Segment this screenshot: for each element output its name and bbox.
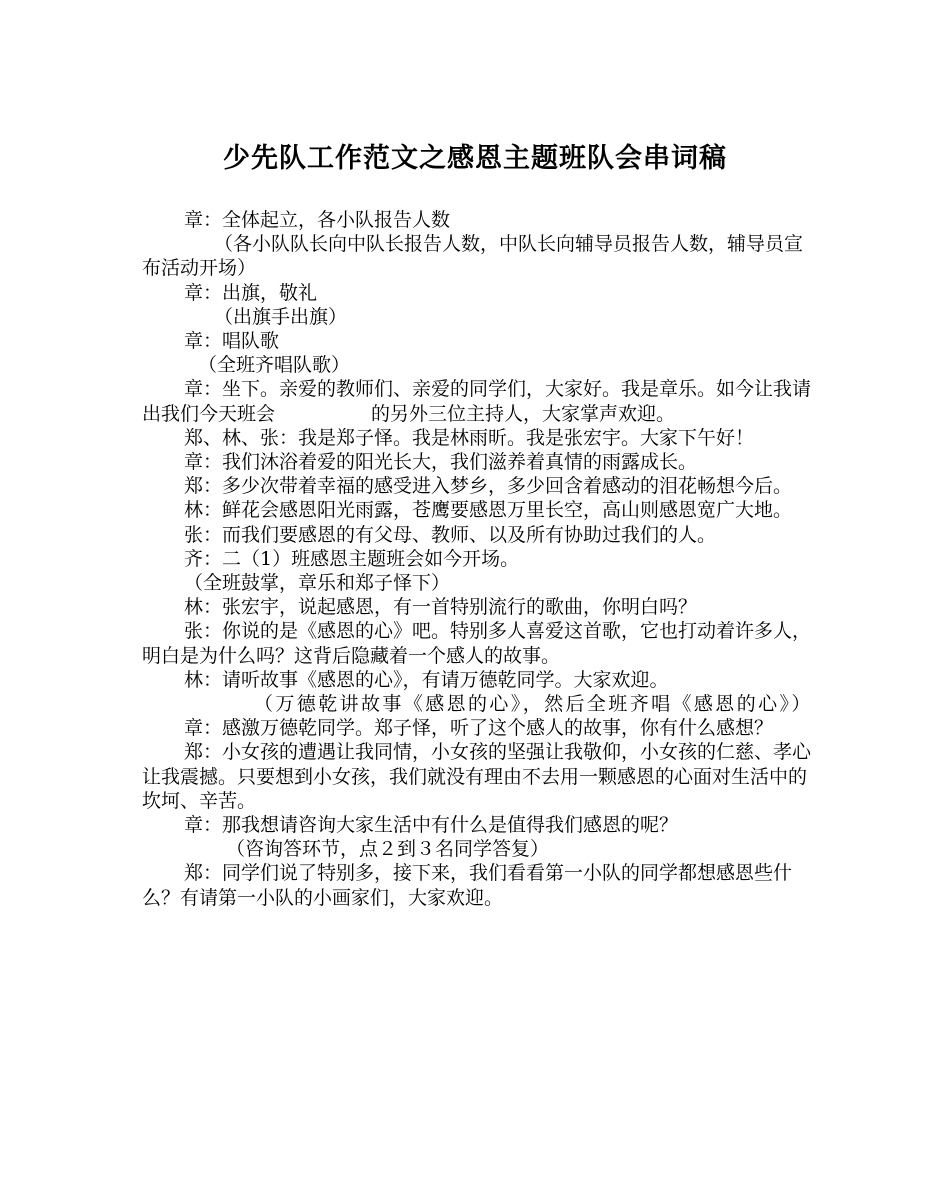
document-body xyxy=(142,208,814,910)
paragraph: 林：张宏宇，说起感恩，有一首特别流行的歌曲，你明白吗？ xyxy=(184,596,698,619)
stage-direction: （全班鼓掌，章乐和郑子怿下） xyxy=(184,572,451,595)
paragraph: 郑、林、张：我是郑子怿。我是林雨昕。我是张宏宇。大家下午好！ xyxy=(184,426,755,449)
paragraph: 林：请听故事《感恩的心》，有请万德乾同学。大家欢迎。 xyxy=(184,668,669,691)
stage-direction: （咨询答环节，点２到３名同学答复） xyxy=(226,838,550,861)
paragraph-text: 章：坐下。亲爱的教师们、亲爱的同学们，大家好。我是章乐。如今让我请出我们今天班会 xyxy=(142,378,812,425)
paragraph: 齐：二（1）班感恩主题班会如今开场。 xyxy=(184,547,520,570)
paragraph xyxy=(142,377,814,425)
paragraph: 章：我们沐浴着爱的阳光长大，我们滋养着真情的雨露成长。 xyxy=(184,451,698,474)
paragraph: 章：那我想请咨询大家生活中有什么是值得我们感恩的呢？ xyxy=(184,814,679,837)
stage-direction: （万德乾讲故事《感恩的心》，然后全班齐唱《感恩的心》） xyxy=(254,693,813,716)
paragraph-text: 的另外三位主持人，大家掌声欢迎。 xyxy=(371,402,676,425)
stage-direction: （全班齐唱队歌） xyxy=(198,354,351,377)
paragraph: 章：全体起立，各小队报告人数 xyxy=(184,209,451,231)
paragraph: 郑：小女孩的遭遇让我同情，小女孩的坚强让我敬仰，小女孩的仁慈、孝心让我震撼。只要想到小女孩，我们就没有理由不去用一颗感恩的心面对生活中的坎坷、辛苦。 xyxy=(142,741,812,812)
document-title: 少先队工作范文之感恩主题班队会串词稿 xyxy=(223,143,727,174)
paragraph: 章：出旗，敬礼 xyxy=(184,281,318,304)
paragraph: 林：鲜花会感恩阳光雨露，苍鹰要感恩万里长空，高山则感恩宽广大地。 xyxy=(184,499,793,522)
paragraph: 郑：同学们说了特别多，接下来，我们看看第一小队的同学都想感恩些什么？有请第一小队的小画家们，大家欢迎。 xyxy=(142,862,793,909)
paragraph: 章：感激万德乾同学。郑子怿，听了这个感人的故事，你有什么感想？ xyxy=(184,717,774,740)
paragraph: 张：而我们要感恩的有父母、教师、以及所有协助过我们的人。 xyxy=(184,523,717,546)
paragraph: 张：你说的是《感恩的心》吧。特别多人喜爱这首歌，它也打动着许多人，明白是为什么吗？这背后隐藏着一个感人的故事。 xyxy=(142,620,812,667)
stage-direction: （出旗手出旗） xyxy=(214,305,348,328)
paragraph: 郑：多少次带着幸福的感受进入梦乡，多少回含着感动的泪花畅想今后。 xyxy=(184,475,793,498)
stage-direction: （各小队队长向中队长报告人数，中队长向辅导员报告人数，辅导员宣布活动开场） xyxy=(142,233,804,280)
paragraph: 章：唱队歌 xyxy=(184,330,280,353)
